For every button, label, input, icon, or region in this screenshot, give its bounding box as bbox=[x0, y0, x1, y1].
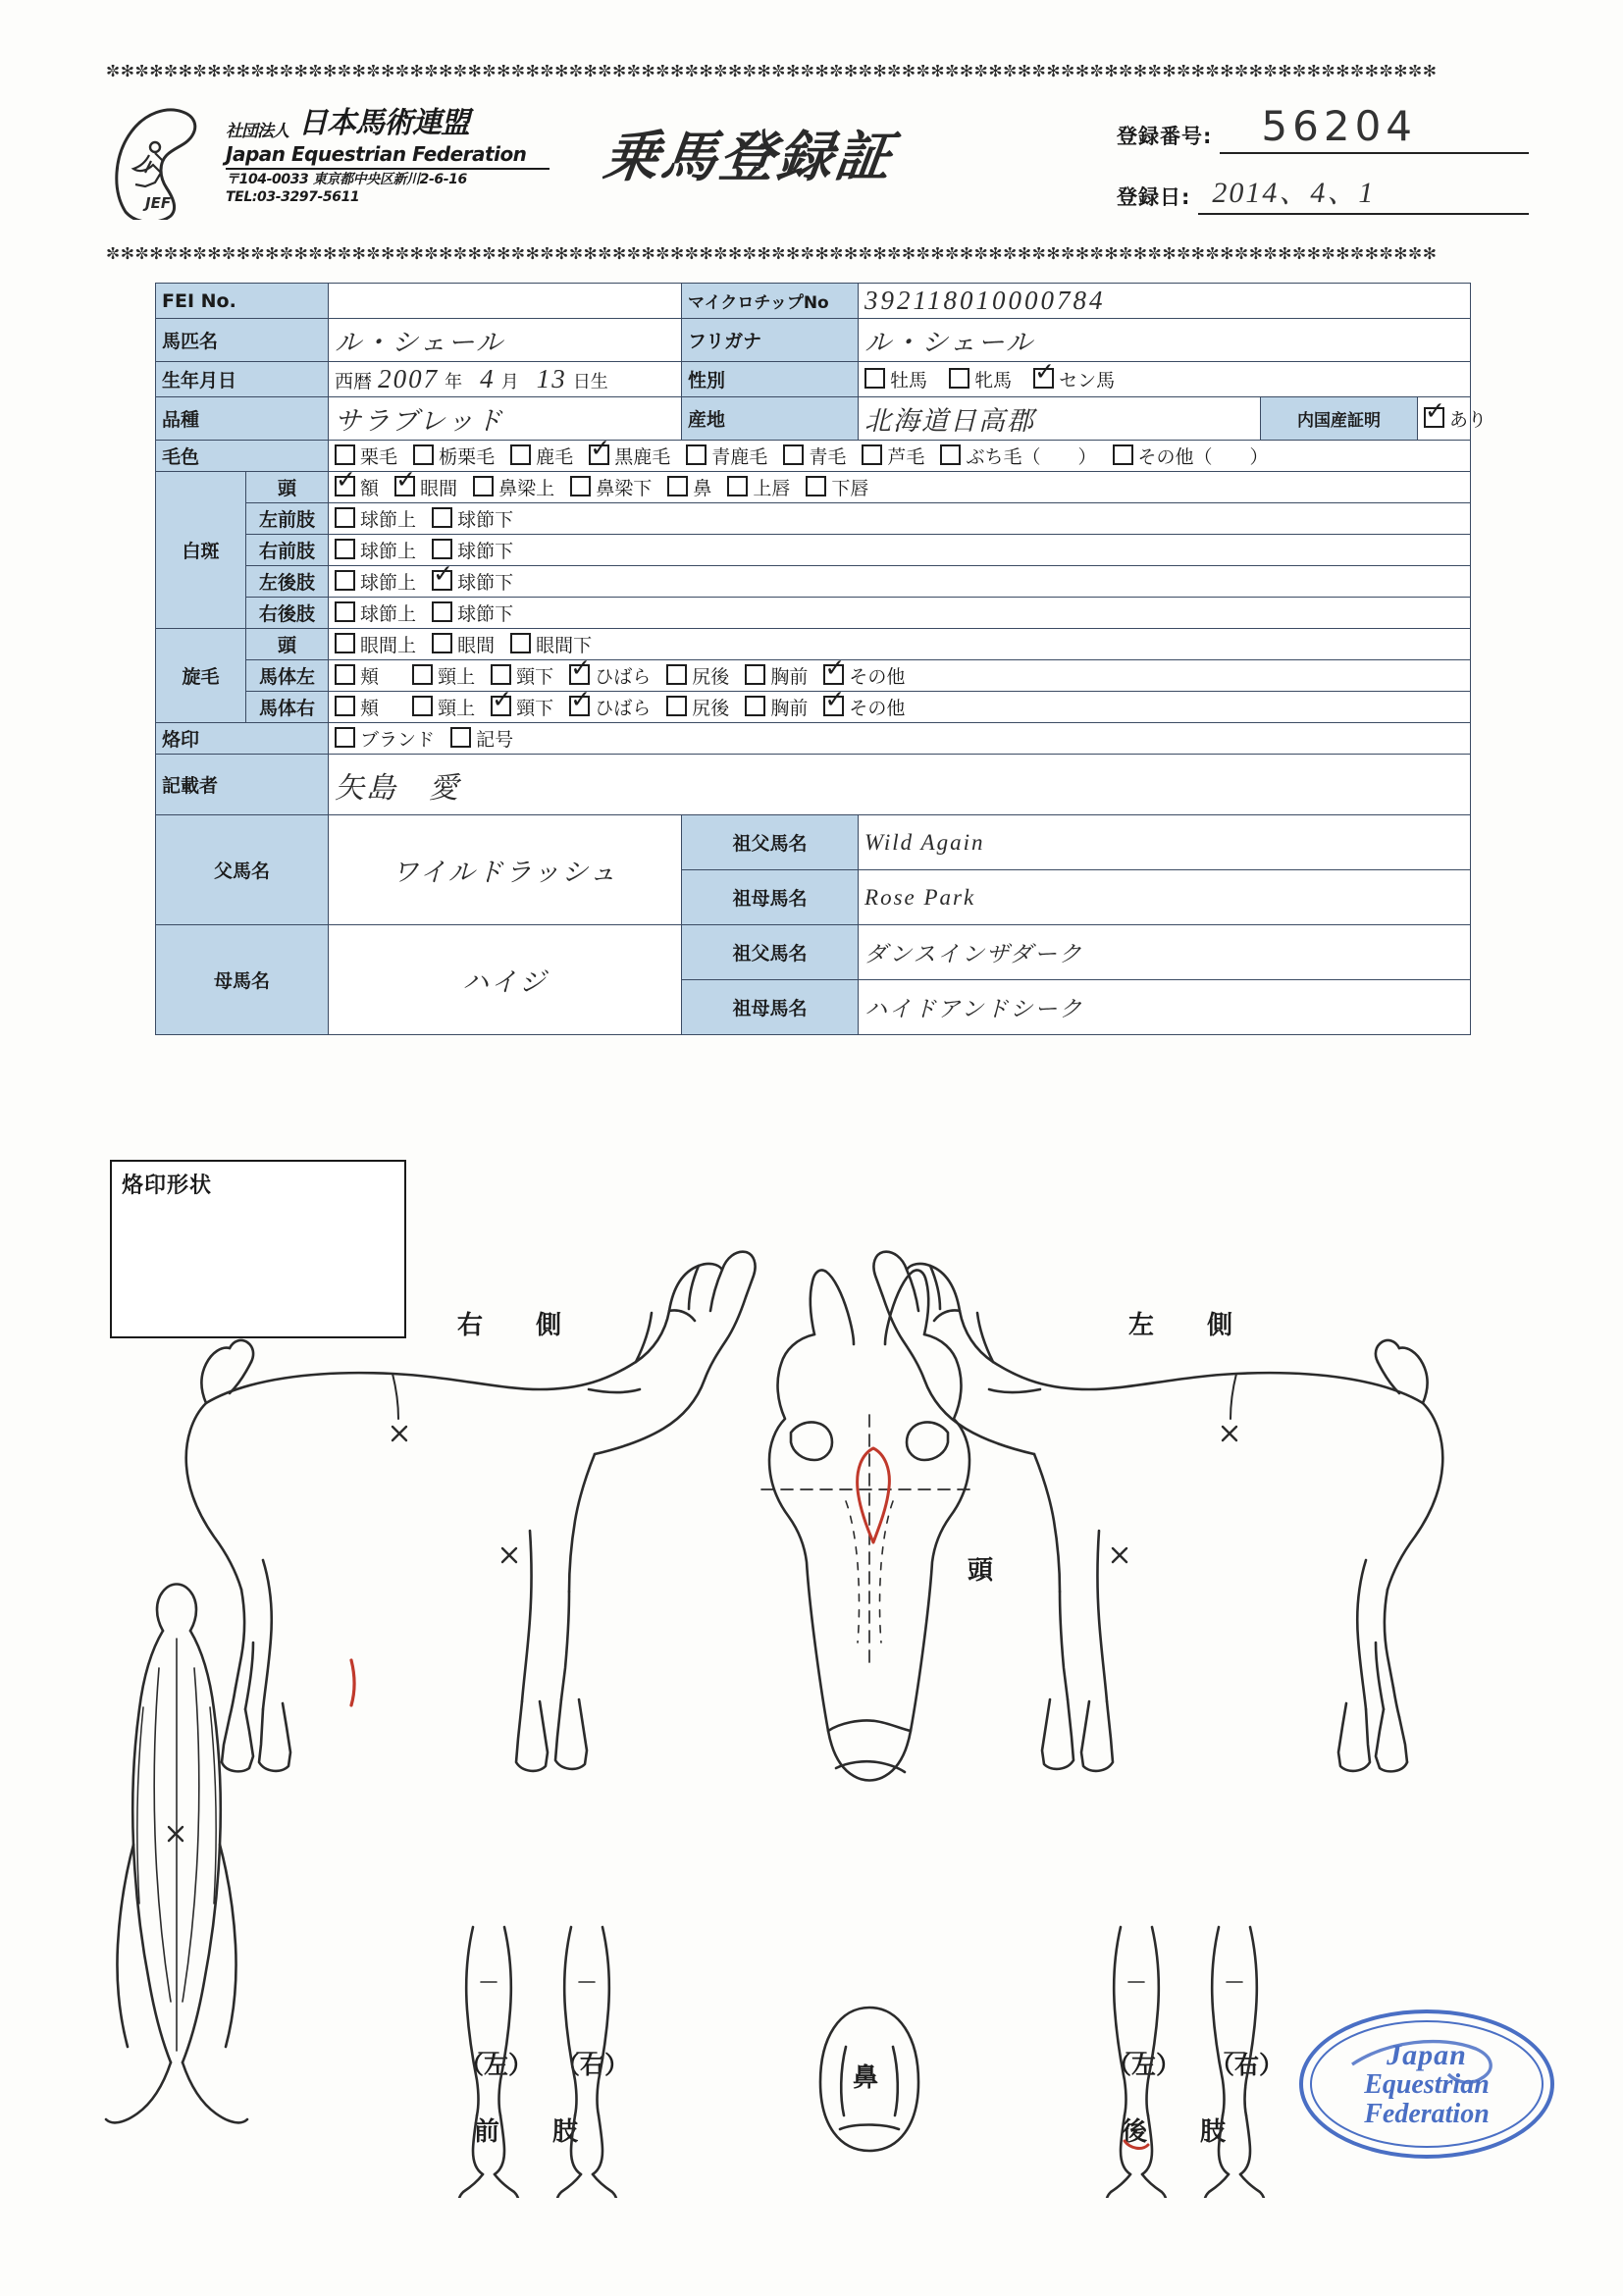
hind-right-label: （右） bbox=[1210, 2051, 1284, 2079]
coat-option-0-label: 栗毛 bbox=[360, 446, 398, 468]
white-limb-2-option-0[interactable] bbox=[335, 568, 416, 595]
white-limb-0-label: 左前肢 bbox=[246, 503, 329, 535]
jef-stamp-text bbox=[1293, 2002, 1560, 2166]
whorl-right-option-4-label: 尻後 bbox=[692, 698, 730, 719]
whorl-mark-right-side bbox=[393, 1427, 516, 1562]
white-head-option-2[interactable] bbox=[473, 474, 554, 500]
microchip-value: 392118010000784 bbox=[864, 286, 1106, 315]
jef-stamp-line-3: Federation bbox=[1364, 2098, 1490, 2129]
registration-date-row bbox=[1117, 168, 1529, 215]
white-head-option-6[interactable] bbox=[806, 474, 868, 500]
coat-option-7-label: ぶち毛（ ） bbox=[966, 446, 1097, 468]
table-row-white-head bbox=[156, 472, 1471, 503]
dam-value: ハイジ bbox=[462, 967, 549, 997]
white-head-option-3-label: 鼻梁下 bbox=[596, 478, 653, 499]
breed-label: 品種 bbox=[156, 397, 329, 441]
white-limb-3-option-1-label: 球節下 bbox=[457, 603, 514, 625]
white-head-option-4-label: 鼻 bbox=[693, 478, 712, 499]
whorl-right-option-2-label: 頸下 bbox=[516, 698, 554, 719]
jef-official-stamp bbox=[1293, 2002, 1560, 2166]
whorl-head-option-1[interactable] bbox=[432, 631, 495, 657]
coat-option-8[interactable] bbox=[1113, 443, 1269, 469]
whorl-head-option-1-label: 眼間 bbox=[457, 635, 496, 656]
sex-option-1-label: 牝馬 bbox=[974, 370, 1013, 391]
whorl-right-label: 馬体右 bbox=[246, 692, 329, 723]
birth-label: 生年月日 bbox=[156, 362, 329, 397]
whorl-right-option-6-label: その他 bbox=[849, 698, 906, 719]
white-head-option-2-label: 鼻梁上 bbox=[498, 478, 555, 499]
sire-granddam-label: 祖母馬名 bbox=[682, 870, 859, 925]
whorl-right-option-1-label: 頸上 bbox=[438, 698, 476, 719]
registration-number-row bbox=[1117, 102, 1529, 154]
hind-limb-left-figure bbox=[1107, 1927, 1167, 2198]
dam-granddam-value: ハイドアンドシーク bbox=[864, 997, 1084, 1021]
coat-option-4-label: 青鹿毛 bbox=[711, 446, 768, 468]
registration-fields bbox=[1117, 102, 1529, 229]
right-side-label: 右 側 bbox=[457, 1311, 576, 1340]
table-row-sire-grandsire bbox=[156, 815, 1471, 870]
birth-year-unit: 年 bbox=[445, 372, 463, 392]
table-row-brand bbox=[156, 723, 1471, 755]
document-title: 乗馬登録証 bbox=[600, 126, 898, 189]
whorl-head-option-0-label: 眼間上 bbox=[360, 635, 417, 656]
organization-address: 〒104-0033 東京都中央区新川2-6-16 bbox=[226, 172, 467, 187]
left-side-label: 左 側 bbox=[1128, 1311, 1247, 1340]
dam-grandsire-label: 祖父馬名 bbox=[682, 925, 859, 980]
coat-option-6-label: 芦毛 bbox=[887, 446, 925, 468]
sex-option-1[interactable] bbox=[949, 366, 1012, 392]
whorl-right-option-4[interactable] bbox=[666, 694, 729, 720]
recorder-value: 矢島 愛 bbox=[335, 771, 461, 805]
birth-month: 4 bbox=[480, 364, 496, 393]
white-head-option-5[interactable] bbox=[727, 474, 790, 500]
horse-name-value: ル・シェール bbox=[335, 328, 504, 357]
front-right-label: （右） bbox=[555, 2051, 630, 2079]
brand-option-1[interactable] bbox=[450, 725, 513, 752]
sex-option-0[interactable] bbox=[864, 366, 927, 392]
sex-option-0-label: 牡馬 bbox=[890, 370, 928, 391]
hind-limb-label: 後 肢 bbox=[1122, 2117, 1240, 2147]
horse-name-label: 馬匹名 bbox=[156, 319, 329, 362]
table-row-white-limb-0 bbox=[156, 503, 1471, 535]
sire-grandsire-label: 祖父馬名 bbox=[682, 815, 859, 870]
coat-option-8-label: その他（ ） bbox=[1137, 446, 1269, 468]
brand-option-0[interactable] bbox=[335, 725, 435, 752]
breed-value: サラブレッド bbox=[335, 406, 504, 436]
coat-option-5-label: 青毛 bbox=[809, 446, 847, 468]
white-head-label: 頭 bbox=[246, 472, 329, 503]
white-marking-hind-left bbox=[1125, 2141, 1148, 2148]
organization-block bbox=[226, 98, 579, 206]
jef-logo-text: JEF bbox=[145, 194, 172, 212]
corporation-prefix: 社団法人 bbox=[226, 122, 288, 141]
whorl-right-option-5[interactable] bbox=[745, 694, 808, 720]
table-row-birth bbox=[156, 362, 1471, 397]
dam-label: 母馬名 bbox=[156, 925, 329, 1035]
whorl-head-label: 頭 bbox=[246, 629, 329, 660]
white-marking-forehead bbox=[858, 1448, 890, 1542]
registration-date-label: 登録日: bbox=[1117, 185, 1191, 209]
table-row-whorl-left bbox=[156, 660, 1471, 692]
hind-left-label: （左） bbox=[1107, 2051, 1181, 2079]
header-divider bbox=[226, 168, 550, 170]
whorl-right-option-6[interactable] bbox=[823, 694, 905, 720]
whorl-left-option-1-label: 頸上 bbox=[438, 666, 476, 688]
whorl-right-option-0-label: 頬 bbox=[360, 698, 380, 719]
coat-option-1[interactable] bbox=[413, 443, 495, 469]
whorl-right-option-5-label: 胸前 bbox=[770, 698, 809, 719]
white-limb-3-option-1[interactable] bbox=[432, 600, 513, 626]
table-row-dam-grandsire bbox=[156, 925, 1471, 980]
brand-label: 烙印 bbox=[156, 723, 329, 755]
decorative-star-rule-top: ✼✻✼✻✼✻✼✻✼✻✼✻✼✻✼✻✼✻✼✻✼✻✼✻✼✻✼✻✼✻✼✻✼✻✼✻✼✻✼✻✼✻✼✻✼✻✼✻✼✻✼✻✼✻✼✻✼✻✼✻✼✻✼✻✼✻✼✻✼✻✼✻✼✻✼✻✼✻✼✻✼✻✼✻✼✻✼✻✼✻✼✻ bbox=[106, 65, 1438, 78]
whorl-right-option-3-label: ひばら bbox=[595, 698, 652, 719]
table-row-horse-name bbox=[156, 319, 1471, 362]
white-limb-1-option-1-label: 球節下 bbox=[457, 541, 514, 562]
white-limb-1-option-0[interactable] bbox=[335, 537, 416, 563]
domestic-certificate-option-label: あり bbox=[1449, 409, 1488, 431]
white-limb-2-option-1-label: 球節下 bbox=[457, 572, 514, 594]
nose-label: 鼻 bbox=[853, 2063, 879, 2093]
origin-value: 北海道日高郡 bbox=[864, 406, 1036, 436]
coat-color-options bbox=[329, 441, 1471, 472]
sex-option-2[interactable] bbox=[1033, 366, 1115, 392]
coat-option-6[interactable] bbox=[862, 443, 924, 469]
coat-option-2[interactable] bbox=[510, 443, 573, 469]
table-row-whorl-right bbox=[156, 692, 1471, 723]
horse-right-side-figure bbox=[186, 1252, 756, 1772]
white-limb-1-label: 右前肢 bbox=[246, 535, 329, 566]
whorl-left-label: 馬体左 bbox=[246, 660, 329, 692]
table-row-breed bbox=[156, 397, 1471, 441]
whorl-head-option-2-label: 眼間下 bbox=[536, 635, 593, 656]
whorl-mark-tail bbox=[169, 1827, 183, 1841]
birth-day: 13 bbox=[536, 364, 567, 393]
registration-number-label: 登録番号: bbox=[1117, 125, 1213, 148]
table-row-white-limb-1 bbox=[156, 535, 1471, 566]
microchip-label: マイクロチップNo bbox=[682, 284, 859, 319]
sex-label: 性別 bbox=[682, 362, 859, 397]
white-limb-0-option-1[interactable] bbox=[432, 505, 513, 532]
sex-options bbox=[859, 362, 1471, 397]
sire-value: ワイルドラッシュ bbox=[392, 858, 618, 887]
jef-stamp-line-2: Equestrian bbox=[1364, 2069, 1490, 2101]
birth-year: 2007 bbox=[378, 364, 440, 393]
table-row-white-limb-2 bbox=[156, 566, 1471, 598]
whorl-right-option-2[interactable] bbox=[491, 694, 553, 720]
white-limb-0-option-1-label: 球節下 bbox=[457, 509, 514, 531]
coat-option-4[interactable] bbox=[686, 443, 767, 469]
hind-limb-right-figure bbox=[1205, 1927, 1265, 2198]
document-header bbox=[106, 94, 1515, 232]
white-head-option-1-label: 眼間 bbox=[420, 478, 458, 499]
whorl-left-option-5-label: 胸前 bbox=[770, 666, 809, 688]
white-limb-2-option-1[interactable] bbox=[432, 568, 513, 595]
table-row-fei bbox=[156, 284, 1471, 319]
whorl-left-option-0-label: 頬 bbox=[360, 666, 380, 688]
front-limb-label: 前 肢 bbox=[474, 2117, 593, 2147]
whorl-left-option-4[interactable] bbox=[666, 662, 729, 689]
white-limb-0-option-0[interactable] bbox=[335, 505, 416, 532]
fei-label: FEI No. bbox=[156, 284, 329, 319]
coat-option-7[interactable] bbox=[940, 443, 1096, 469]
white-marking-right-side bbox=[351, 1660, 354, 1705]
horse-tail-rear-figure bbox=[106, 1585, 247, 2123]
dam-granddam-label: 祖母馬名 bbox=[682, 980, 859, 1035]
domestic-certificate-option[interactable] bbox=[1418, 397, 1488, 441]
recorder-label: 記載者 bbox=[156, 755, 329, 815]
sire-label: 父馬名 bbox=[156, 815, 329, 925]
white-head-option-0-label: 額 bbox=[360, 478, 380, 499]
white-head-option-4[interactable] bbox=[667, 474, 711, 500]
white-limb-2-label: 左後肢 bbox=[246, 566, 329, 598]
sire-grandsire-value: Wild Again bbox=[864, 829, 985, 855]
brand-shape-label: 烙印形状 bbox=[122, 1174, 213, 1198]
white-limb-3-option-0[interactable] bbox=[335, 600, 416, 626]
white-limb-3-option-0-label: 球節上 bbox=[360, 603, 417, 625]
dam-grandsire-value: ダンスインザダーク bbox=[864, 942, 1083, 966]
birth-era: 西暦 bbox=[335, 371, 373, 392]
organization-name-en: Japan Equestrian Federation bbox=[226, 142, 527, 166]
brand-option-0-label: ブランド bbox=[360, 729, 436, 751]
furigana-label: フリガナ bbox=[682, 319, 859, 362]
whorl-left-option-2-label: 頸下 bbox=[516, 666, 554, 688]
front-limb-left-figure bbox=[459, 1927, 519, 2198]
origin-label: 産地 bbox=[682, 397, 859, 441]
sex-option-2-label: セン馬 bbox=[1059, 370, 1116, 391]
horse-left-side-figure bbox=[873, 1252, 1442, 1772]
whorl-mark-left-side bbox=[1113, 1427, 1236, 1562]
jef-logo-icon bbox=[106, 104, 214, 220]
table-row-whorl-head bbox=[156, 629, 1471, 660]
white-head-option-5-label: 上唇 bbox=[753, 478, 791, 499]
whorl-left-option-1[interactable] bbox=[412, 662, 475, 689]
decorative-star-rule-bottom: ✼✻✼✻✼✻✼✻✼✻✼✻✼✻✼✻✼✻✼✻✼✻✼✻✼✻✼✻✼✻✼✻✼✻✼✻✼✻✼✻✼✻✼✻✼✻✼✻✼✻✼✻✼✻✼✻✼✻✼✻✼✻✼✻✼✻✼✻✼✻✼✻✼✻✼✻✼✻✼✻✼✻✼✻✼✻✼✻✼✻✼✻ bbox=[106, 247, 1438, 261]
horse-data-table bbox=[155, 283, 1488, 1035]
brand-option-1-label: 記号 bbox=[476, 729, 514, 751]
whorl-right-option-1[interactable] bbox=[412, 694, 475, 720]
coat-option-5[interactable] bbox=[783, 443, 846, 469]
horse-muzzle-figure bbox=[820, 2008, 918, 2151]
registration-number-value: 56204 bbox=[1261, 102, 1418, 150]
white-limb-3-label: 右後肢 bbox=[246, 598, 329, 629]
birth-day-unit: 日生 bbox=[572, 372, 608, 392]
front-left-label: （左） bbox=[459, 2051, 534, 2079]
organization-telephone: TEL:03-3297-5611 bbox=[226, 188, 360, 205]
white-head-option-1[interactable] bbox=[394, 474, 457, 500]
table-row-recorder bbox=[156, 755, 1471, 815]
whorl-left-option-0[interactable] bbox=[335, 662, 379, 689]
jef-stamp-line-1: Japan bbox=[1387, 2038, 1467, 2071]
head-label: 頭 bbox=[968, 1556, 994, 1586]
table-row-white-limb-3 bbox=[156, 598, 1471, 629]
coat-option-1-label: 栃栗毛 bbox=[439, 446, 496, 468]
white-head-option-6-label: 下唇 bbox=[831, 478, 869, 499]
birth-month-unit: 月 bbox=[500, 372, 519, 392]
sire-granddam-value: Rose Park bbox=[864, 884, 976, 910]
furigana-value: ル・シェール bbox=[864, 328, 1034, 357]
white-markings-label: 白斑 bbox=[156, 472, 246, 629]
whorl-right-option-0[interactable] bbox=[335, 694, 379, 720]
coat-color-label: 毛色 bbox=[156, 441, 329, 472]
white-limb-2-option-0-label: 球節上 bbox=[360, 572, 417, 594]
whorl-left-option-5[interactable] bbox=[745, 662, 808, 689]
white-limb-0-option-0-label: 球節上 bbox=[360, 509, 417, 531]
fei-value bbox=[329, 284, 682, 319]
whorl-left-option-4-label: 尻後 bbox=[692, 666, 730, 688]
whorl-right-option-3[interactable] bbox=[569, 694, 651, 720]
domestic-certificate-label: 内国産証明 bbox=[1261, 397, 1418, 441]
horse-head-front-figure bbox=[761, 1270, 977, 1780]
organization-name-jp: 日本馬術連盟 bbox=[298, 106, 469, 140]
white-limb-1-option-0-label: 球節上 bbox=[360, 541, 417, 562]
coat-option-2-label: 鹿毛 bbox=[536, 446, 574, 468]
whorl-head-option-0[interactable] bbox=[335, 631, 416, 657]
white-head-options bbox=[329, 472, 1471, 503]
front-limb-right-figure bbox=[557, 1927, 617, 2198]
coat-option-3-label: 黒鹿毛 bbox=[614, 446, 671, 468]
coat-option-3[interactable] bbox=[589, 443, 670, 469]
whorl-left-option-3-label: ひばら bbox=[595, 666, 652, 688]
registration-date-value: 2014、4、1 bbox=[1212, 177, 1376, 209]
whorl-label: 旋毛 bbox=[156, 629, 246, 723]
white-head-option-0[interactable] bbox=[335, 474, 379, 500]
whorl-left-option-6-label: その他 bbox=[849, 666, 906, 688]
white-head-option-3[interactable] bbox=[570, 474, 652, 500]
